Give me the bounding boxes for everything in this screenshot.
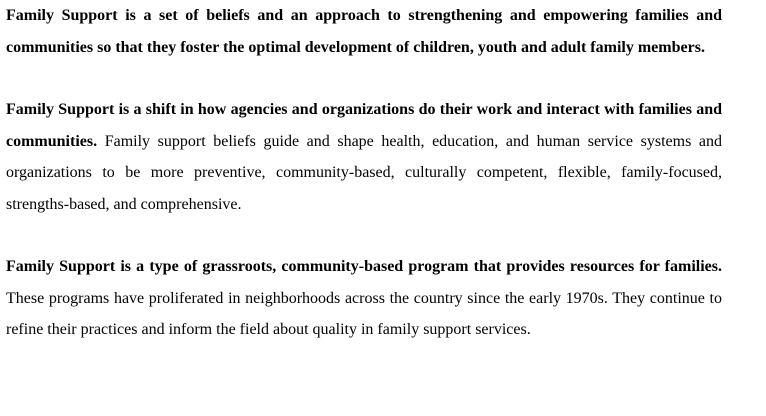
paragraph-program [6, 251, 722, 346]
paragraph-shift [6, 94, 722, 220]
paragraph-shift-bold: Family Support is a shift in how agencies and organizations do their work and interact with families and communities. [6, 101, 722, 150]
document-body [6, 0, 722, 346]
paragraph-program-bold: Family Support is a type of grassroots, community-based program that provides resources for families. [6, 258, 722, 275]
paragraph-definition [6, 0, 722, 63]
paragraph-definition-bold: Family Support is a set of beliefs and an approach to strengthening and empowering families and communities so that they foster the optimal development of children, youth and adult family members. [6, 7, 722, 56]
paragraph-program-text: These programs have proliferated in neighborhoods across the country since the early 1970s. They continue to refine their practices and inform the field about quality in family support services. [6, 289, 722, 338]
paragraph-shift-text: Family support beliefs guide and shape health, education, and human service systems and organizations to be more preventive, community-based, culturally competent, flexible, family-focused, strengths-based, and comprehensive. [6, 132, 722, 213]
